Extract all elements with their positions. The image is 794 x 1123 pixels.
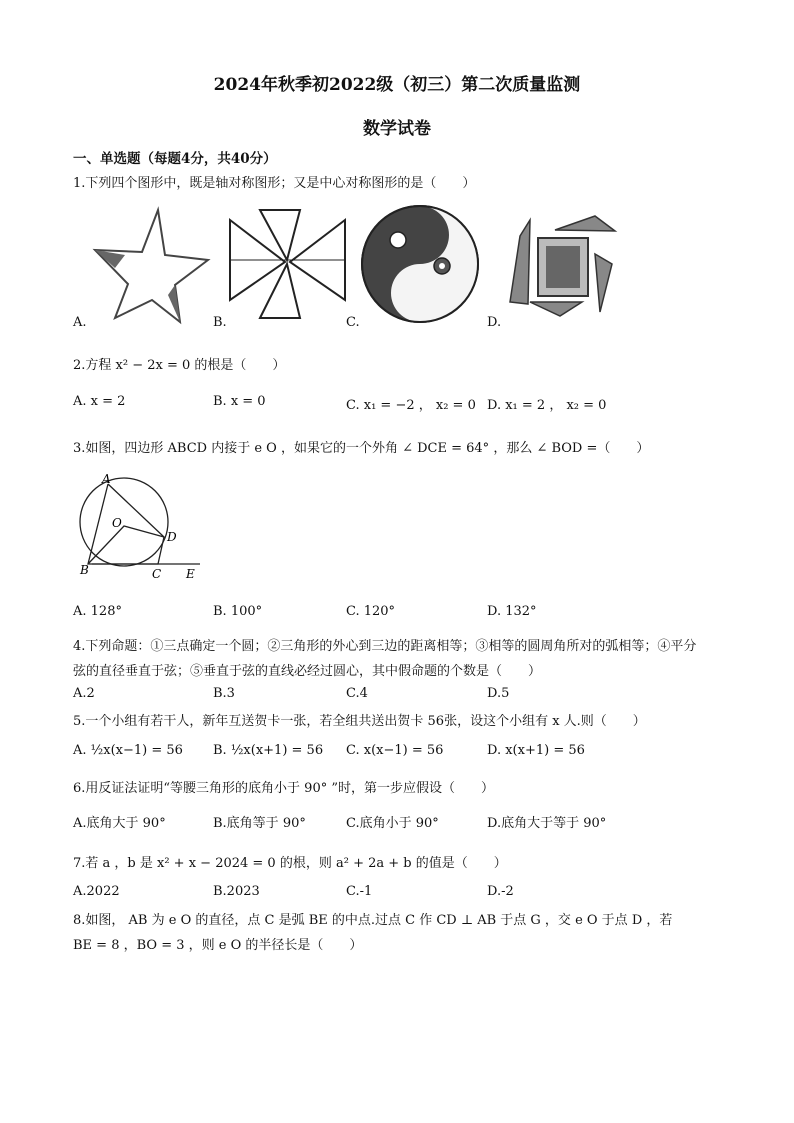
yin-yang-figure — [362, 206, 478, 322]
point-label-o: O — [112, 516, 122, 530]
point-label-a: A — [102, 472, 111, 486]
q4-option-d: D.5 — [487, 686, 510, 701]
q2-option-d: D. x₁ = 2 ， x₂ = 0 — [487, 398, 607, 413]
q2-option-c: C. x₁ = −2 ， x₂ = 0 — [346, 398, 476, 413]
q4-option-a: A.2 — [73, 686, 95, 701]
q2-option-b: B. x = 0 — [213, 394, 266, 409]
question-8-line-1: 8.如图， AB 为 e O 的直径，点 C 是弧 BE 的中点.过点 C 作 CD ⊥ AB 于点 G ，交 e O 于点 D ，若 — [73, 913, 673, 928]
q5-option-b: B. ½x(x+1) = 56 — [213, 743, 324, 758]
q3-option-b: B. 100° — [213, 604, 263, 619]
q7-option-a: A.2022 — [73, 884, 120, 899]
star-figure — [95, 210, 208, 322]
point-label-b: B — [80, 563, 89, 577]
question-3-stem: 3.如图，四边形 ABCD 内接于 e O ，如果它的一个外角 ∠ DCE = 64° ，那么 ∠ BOD =（ ） — [73, 441, 650, 456]
q1-option-d: D. — [487, 315, 502, 330]
q2-option-a: A. x = 2 — [73, 394, 126, 409]
q7-option-d: D.-2 — [487, 884, 514, 899]
question-8-line-2: BE = 8 ，BO = 3 ，则 e O 的半径长是（ ） — [73, 938, 363, 953]
q3-circle-diagram — [72, 470, 212, 585]
point-label-d: D — [167, 530, 177, 544]
q5-option-a: A. ½x(x−1) = 56 — [73, 743, 183, 758]
page-title: 2024年秋季初2022级（初三）第二次质量监测 — [213, 75, 581, 95]
question-4-line-1: 4.下列命题：①三点确定一个圆；②三角形的外心到三边的距离相等；③相等的圆周角所对的弧相等；④平分 — [73, 639, 697, 654]
question-7-stem: 7.若 a ，b 是 x² + x − 2024 = 0 的根，则 a² + 2a + b 的值是（ ） — [73, 856, 507, 871]
q1-option-a: A. — [73, 315, 87, 330]
question-6-stem: 6.用反证法证明“等腰三角形的底角小于 90° ”时，第一步应假设（ ） — [73, 781, 495, 796]
q6-option-d: D.底角大于等于 90° — [487, 816, 607, 831]
q4-option-c: C.4 — [346, 686, 368, 701]
q5-option-c: C. x(x−1) = 56 — [346, 743, 444, 758]
q3-option-a: A. 128° — [73, 604, 122, 619]
q3-option-c: C. 120° — [346, 604, 396, 619]
q3-option-d: D. 132° — [487, 604, 537, 619]
question-5-stem: 5.一个小组有若干人，新年互送贺卡一张，若全组共送出贺卡 56张，设这个小组有 x 人.则（ ） — [73, 714, 646, 729]
question-4-line-2: 弦的直径垂直于弦；⑤垂直于弦的直线必经过圆心，其中假命题的个数是（ ） — [73, 664, 542, 679]
q6-option-c: C.底角小于 90° — [346, 816, 439, 831]
question-1-stem: 1.下列四个图形中，既是轴对称图形；又是中心对称图形的是（ ） — [73, 176, 476, 191]
q7-option-b: B.2023 — [213, 884, 260, 899]
page-subtitle: 数学试卷 — [363, 119, 431, 139]
point-label-c: C — [152, 567, 162, 581]
q1-option-b: B. — [213, 315, 227, 330]
windmill-figure — [230, 210, 345, 318]
q6-option-a: A.底角大于 90° — [73, 816, 166, 831]
section-heading: 一、单选题（每题4分，共40分） — [73, 151, 277, 167]
pinwheel-pieces-figure — [510, 216, 615, 316]
q4-option-b: B.3 — [213, 686, 235, 701]
point-label-e: E — [186, 567, 195, 581]
q6-option-b: B.底角等于 90° — [213, 816, 306, 831]
question-2-stem: 2.方程 x² − 2x = 0 的根是（ ） — [73, 358, 286, 373]
q5-option-d: D. x(x+1) = 56 — [487, 743, 585, 758]
q7-option-c: C.-1 — [346, 884, 373, 899]
q1-option-c: C. — [346, 315, 360, 330]
